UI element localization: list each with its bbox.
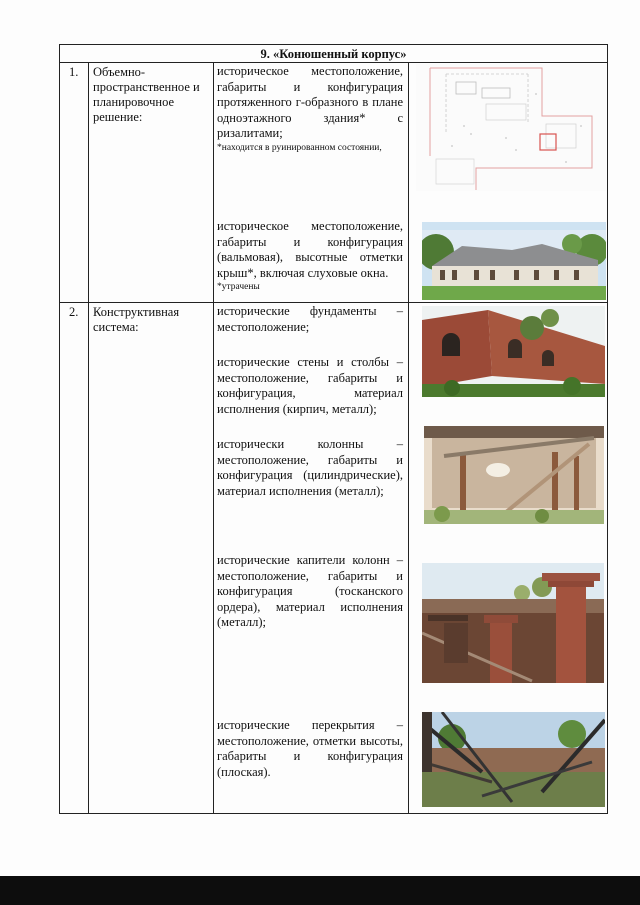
feature-text (217, 718, 403, 780)
site-plan-image (416, 64, 606, 191)
feature-text (217, 437, 403, 499)
column-capitals-photo (422, 563, 604, 683)
feature-text (217, 304, 403, 335)
row-label: Конструктивная система: (93, 305, 180, 334)
column-divider (88, 63, 89, 813)
collapsed-floors-photo (422, 712, 605, 807)
row-divider (60, 302, 607, 303)
feature-description: исторические фундаменты – местоположение; (217, 304, 403, 334)
column-divider (408, 63, 409, 813)
feature-note: *утрачены (217, 282, 260, 292)
section-title: 9. «Конюшенный корпус» (260, 47, 407, 61)
feature-description: исторически колонны – местоположение, габариты и конфигурация (цилиндрические), материал исполнения (металл); (217, 437, 403, 498)
column-divider (213, 63, 214, 813)
row-label: Объемно-пространственное и планировочное решение: (93, 65, 200, 124)
title-divider (60, 62, 607, 63)
feature-description: историческое местоположение, габариты и конфигурация (вальмовая), высотные отметки крыш*, включая слуховые окна. (217, 219, 403, 280)
hip-roof-building-photo (422, 222, 606, 300)
scan-bottom-edge (0, 876, 640, 905)
ruined-walls-photo (422, 306, 605, 397)
feature-text (217, 64, 403, 154)
feature-text (217, 355, 403, 417)
feature-text (217, 219, 403, 293)
feature-description: историческое местоположение, габариты и конфигурация протяженного г-образного в плане одноэтажного здания* с ризалитами; (217, 64, 403, 140)
feature-text (217, 553, 403, 631)
feature-note: *находится в руинированном состоянии, (217, 142, 382, 153)
feature-description: исторические капители колонн – местоположение, габариты и конфигурация (тосканского ордера), материал исполнения (металл); (217, 553, 403, 629)
interior-columns-photo (424, 426, 604, 524)
feature-description: исторические стены и столбы – местоположение, габариты и конфигурация, материал исполнения (кирпич, металл); (217, 355, 403, 416)
feature-description: исторические перекрытия – местоположение, отметки высоты, габариты и конфигурация (плоская). (217, 718, 403, 779)
row-number: 2. (69, 305, 79, 319)
row-number: 1. (69, 65, 79, 79)
